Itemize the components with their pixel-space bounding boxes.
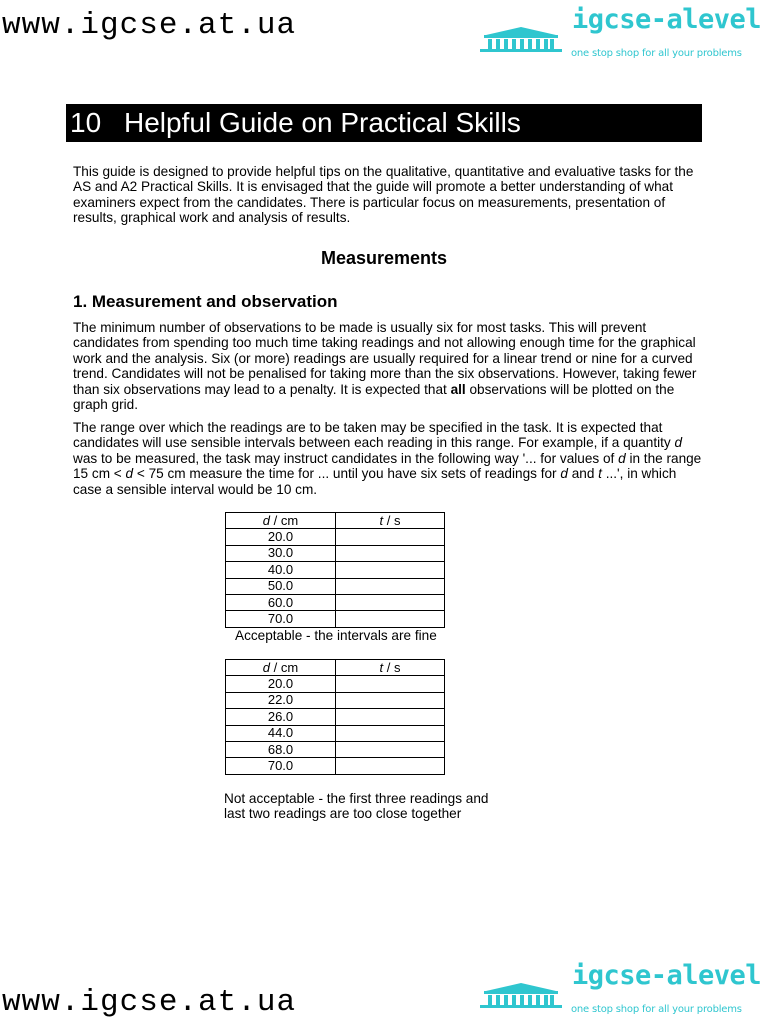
logo-brand-text: igcse-alevel bbox=[572, 960, 762, 991]
variable-t: t bbox=[598, 466, 602, 482]
variable-d: d bbox=[560, 466, 568, 482]
observations-paragraph bbox=[73, 320, 705, 412]
t-cell bbox=[336, 725, 445, 741]
t-cell bbox=[336, 529, 445, 545]
acceptable-caption: Acceptable - the intervals are fine bbox=[235, 628, 437, 643]
d-cell: 68.0 bbox=[226, 741, 336, 757]
header-t-unit: / s bbox=[383, 659, 401, 675]
d-cell: 40.0 bbox=[226, 562, 336, 578]
d-column-header bbox=[226, 660, 336, 676]
header-d-var: d bbox=[262, 659, 271, 675]
paragraph2-text: was to be measured, the task may instruct candidates in the following way '... for values of bbox=[73, 450, 619, 466]
paragraph2-text: < 75 cm measure the time for ... until you have six sets of readings for bbox=[133, 466, 561, 482]
t-cell bbox=[336, 758, 445, 774]
header-t-var: t bbox=[379, 659, 384, 675]
table-row bbox=[226, 758, 445, 774]
t-cell bbox=[336, 578, 445, 594]
t-cell bbox=[336, 709, 445, 725]
paragraph2-text: and bbox=[567, 466, 599, 482]
t-cell bbox=[336, 741, 445, 757]
paragraph2-text: in the range 15 cm < bbox=[73, 450, 702, 482]
d-cell: 60.0 bbox=[226, 594, 336, 610]
d-cell: 44.0 bbox=[226, 725, 336, 741]
d-cell: 22.0 bbox=[226, 692, 336, 708]
not-acceptable-caption: Not acceptable - the first three readings and last two readings are too close together bbox=[224, 791, 489, 822]
logo-tagline: one stop shop for all your problems bbox=[571, 48, 742, 59]
chapter-number: 10 bbox=[70, 107, 102, 138]
d-cell: 30.0 bbox=[226, 545, 336, 561]
igcse-alevel-logo bbox=[480, 4, 765, 64]
header-t-var: t bbox=[379, 512, 384, 528]
intro-paragraph: This guide is designed to provide helpful tips on the qualitative, quantitative and evaluative tasks for the AS and A2 Practical Skills. It is envisaged that the guide will promote a better understanding of what examiners expect from the candidates. There is particular focus on measurements, presentation of results, graphical work and analysis of results. bbox=[73, 164, 694, 226]
paragraph1-text: The minimum number of observations to be made is usually six for most tasks. This will prevent candidates from spending too much time taking readings and not allowing enough time for the graphical work and the analysis. Six (or more) readings are usually required for a linear trend or nine for a curved trend. Candidates will not be penalised for taking more than the six observations. However, taking fewer than six observations may lead to a penalty. It is expected that bbox=[73, 320, 697, 397]
paragraph2-text: ...', in which case a sensible interval would be 10 cm. bbox=[73, 466, 677, 497]
table-row bbox=[226, 562, 445, 578]
header-t-unit: / s bbox=[383, 512, 401, 528]
d-cell: 20.0 bbox=[226, 529, 336, 545]
header-d-unit: / cm bbox=[270, 659, 299, 675]
igcse-alevel-logo-footer bbox=[480, 960, 765, 1020]
table-row bbox=[226, 725, 445, 741]
table-row bbox=[226, 545, 445, 561]
not-acceptable-readings-table bbox=[225, 659, 445, 775]
logo-brand-text: igcse-alevel bbox=[572, 4, 762, 35]
building-icon bbox=[480, 26, 562, 52]
acceptable-readings-table bbox=[225, 512, 445, 628]
chapter-title: Helpful Guide on Practical Skills bbox=[124, 107, 521, 138]
d-cell: 20.0 bbox=[226, 676, 336, 692]
building-icon bbox=[480, 982, 562, 1008]
table-row bbox=[226, 529, 445, 545]
t-cell bbox=[336, 562, 445, 578]
d-cell: 70.0 bbox=[226, 611, 336, 627]
paragraph1-bold: all bbox=[450, 381, 466, 397]
t-column-header bbox=[336, 513, 445, 529]
variable-d: d bbox=[674, 435, 683, 451]
subsection-heading: 1. Measurement and observation bbox=[73, 292, 338, 311]
t-cell bbox=[336, 545, 445, 561]
table-row bbox=[226, 741, 445, 757]
table-row bbox=[226, 578, 445, 594]
table-row bbox=[226, 676, 445, 692]
site-url-header: www.igcse.at.ua bbox=[2, 8, 297, 43]
table-header-row bbox=[226, 513, 445, 529]
site-url-footer: www.igcse.at.ua bbox=[2, 985, 297, 1020]
paragraph2-text: The range over which the readings are to be taken may be specified in the task. It is expected that candidates will use sensible intervals between each reading in this range. For example, if a quantity bbox=[73, 420, 675, 451]
header-d-unit: / cm bbox=[270, 512, 299, 528]
t-cell bbox=[336, 676, 445, 692]
d-cell: 70.0 bbox=[226, 758, 336, 774]
page-title bbox=[66, 104, 702, 142]
table-row bbox=[226, 594, 445, 610]
t-cell bbox=[336, 611, 445, 627]
table-row bbox=[226, 692, 445, 708]
table-header-row bbox=[226, 660, 445, 676]
range-paragraph bbox=[73, 420, 705, 497]
variable-d: d bbox=[618, 450, 626, 466]
d-cell: 26.0 bbox=[226, 709, 336, 725]
t-cell bbox=[336, 594, 445, 610]
table-row bbox=[226, 709, 445, 725]
logo-tagline: one stop shop for all your problems bbox=[571, 1004, 742, 1015]
paragraph1-text-end: observations will be plotted on the graph grid. bbox=[73, 381, 675, 413]
t-column-header bbox=[336, 660, 445, 676]
d-cell: 50.0 bbox=[226, 578, 336, 594]
d-column-header bbox=[226, 513, 336, 529]
section-heading: Measurements bbox=[320, 248, 448, 268]
variable-d: d bbox=[125, 466, 134, 482]
t-cell bbox=[336, 692, 445, 708]
table-row bbox=[226, 611, 445, 627]
header-d-var: d bbox=[262, 512, 271, 528]
